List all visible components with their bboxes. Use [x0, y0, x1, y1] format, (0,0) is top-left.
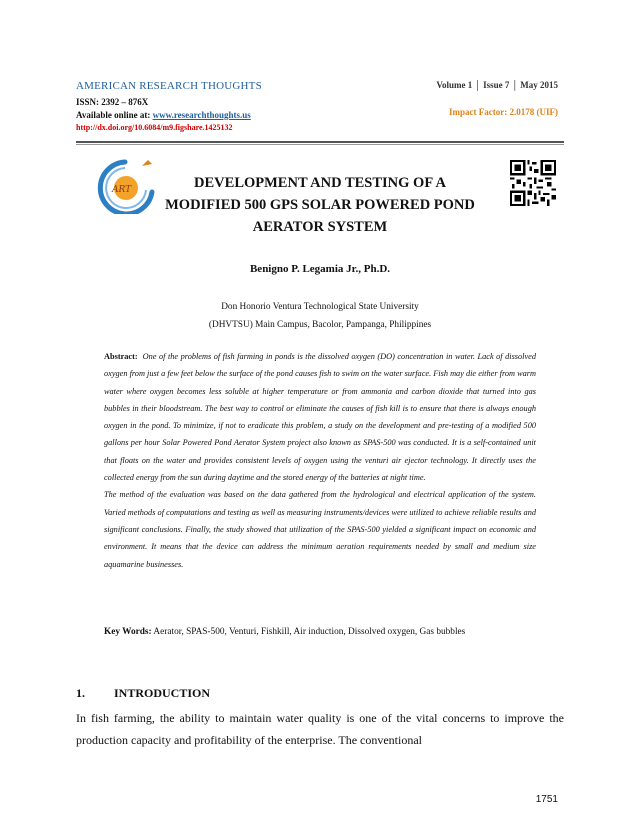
- availability-label: Available online at:: [76, 110, 153, 120]
- paper-title: [130, 172, 510, 238]
- abstract-paragraph: The method of the evaluation was based on the data gathered from the hydrological and electrical application of the system. Varied methods of computations and testing as well as measuring instruments/devices were utilized to achieve reliable results and significant conclusions. Finally, the study showed that utilization of the SPAS-500 yielded a significant impact on economic and environment. It means that the device can address the minimum aeration requirements needed by small and medium size aquamarine businesses.: [104, 490, 536, 569]
- qr-code-icon: [510, 160, 556, 206]
- doi-link[interactable]: http://dx.doi.org/10.6084/m9.figshare.1425132: [76, 123, 233, 132]
- author-name: Benigno P. Legamia Jr., Ph.D.: [249, 263, 391, 275]
- section-title: INTRODUCTION: [114, 686, 211, 700]
- journal-name: AMERICAN RESEARCH THOUGHTS: [76, 80, 262, 92]
- title-line: DEVELOPMENT AND TESTING OF A: [194, 175, 446, 191]
- affiliation-line: Don Honorio Ventura Technological State University: [221, 302, 419, 312]
- availability-line: [76, 110, 251, 120]
- svg-text:ART: ART: [112, 185, 132, 195]
- header-divider: [76, 141, 564, 143]
- keywords-text: Aerator, SPAS-500, Venturi, Fishkill, Air induction, Dissolved oxygen, Gas bubbles: [153, 627, 466, 637]
- header-divider-thin: [76, 144, 564, 145]
- page-number: 1751: [535, 794, 558, 805]
- affiliation-line: (DHVTSU) Main Campus, Bacolor, Pampanga, Philippines: [208, 320, 432, 330]
- abstract-label: Abstract:: [104, 352, 138, 361]
- body-paragraph: In fish farming, the ability to maintain water quality is one of the vital concerns to improve the production capacity and profitability of the enterprise. The conventional: [76, 711, 564, 747]
- journal-website-link[interactable]: www.researchthoughts.us: [152, 110, 251, 120]
- impact-factor: Impact Factor: 2.0178 (UIF): [449, 107, 558, 117]
- abstract-paragraph: [104, 348, 536, 486]
- keywords: [104, 624, 536, 641]
- title-line: AERATOR SYSTEM: [252, 219, 388, 235]
- section-number: 1.: [76, 686, 85, 700]
- section-heading: [76, 686, 210, 701]
- title-line: MODIFIED 500 GPS SOLAR POWERED POND: [165, 197, 475, 213]
- abstract: [104, 348, 536, 573]
- abstract-text: One of the problems of fish farming in ponds is the dissolved oxygen (DO) concentration in water. Lack of dissolved oxygen from just a few feet below the surface of the pond causes fish to swim on the water surface. Fish may die either from warm water where oxygen becomes less soluble at higher temperature or from ammonia and carbon dioxide that turned into gas bubbles in their bloodstream. The best way to control or eliminate the causes of fish kill is to ensure that there is always enough oxygen in the pond. To minimize, if not to eradicate this problem, a study on the development and pre-testing of a modified 500 gallons per hour Solar Powered Pond Aerator System project also known as SPAS-500 was conducted. It is a self-contained unit that floats on the water and provides consistent levels of oxygen using the venturi air ejector technology. It directly uses the collected energy from the sun during daytime and the stored energy of the batteries at night time.: [104, 352, 536, 483]
- keywords-label: Key Words:: [104, 627, 152, 637]
- issn: ISSN: 2392 – 876X: [76, 97, 149, 107]
- volume-issue: Volume 1 │ Issue 7 │ May 2015: [436, 80, 558, 90]
